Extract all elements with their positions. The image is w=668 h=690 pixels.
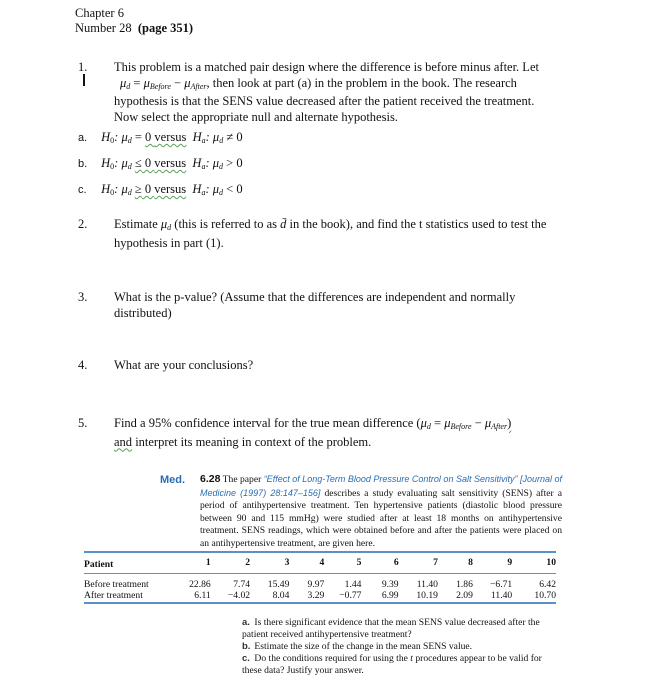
question-5-text xyxy=(114,416,574,450)
table-header-cell: 2 xyxy=(245,557,251,568)
table-cell: −4.02 xyxy=(227,590,251,601)
table-header-cell: 1 xyxy=(205,557,211,568)
option-b[interactable]: b. $H_0$: $\mu_d \le 0$ versus $H_a$: $\mu_d > 0$ xyxy=(78,156,243,171)
table-header-cell: 5 xyxy=(356,557,362,568)
option-c[interactable]: c. $H_0$: $\mu_d \ge 0$ versus $H_a$: $\mu_d < 0$ xyxy=(78,182,243,197)
question-1-line1: This problem is a matched pair design where the difference is before minus after. Let xyxy=(114,60,539,74)
table-cell: 9.97 xyxy=(307,579,325,590)
table-cell: 11.40 xyxy=(490,590,513,601)
question-5-number: 5. xyxy=(78,416,88,430)
problem-number: Number 28 xyxy=(75,21,132,35)
table-header-cell: 3 xyxy=(284,557,290,568)
table-header-row xyxy=(84,552,556,573)
textbook-problem: 6.28 The paper “Effect of Long-Term Blood Pressure Control on Salt Sensitivity” [Journal of Medicine (1997) 28:147–156] describes a study evaluating salt sensitivity (SENS) after a period of antihypertensive treatment. Ten hypertensive patients (diastolic blood pressure between 90 and 115 mmHg) were studied after at least 18 months on antihypertensive treatment. SENS readings, which were obtained before and after the patients were placed on an antihypertensive treatment, are given here. xyxy=(200,473,562,549)
table-header-cell: 7 xyxy=(433,557,438,568)
question-1-definition: $\mu_d = \mu_{Before} - \mu_{After}$, then look at part (a) in the problem in the book. The research xyxy=(120,75,517,91)
table-cell: 1.44 xyxy=(344,579,362,590)
citation: “Effect of Long-Term Blood Pressure Control on Salt Sensitivity” [Journal of Medicine (1997) 28:147–156] xyxy=(200,474,562,498)
textbook-part-c: c. Do the conditions required for using the t procedures appear to be valid for these data? Justify your answer. xyxy=(242,653,542,676)
table-cell: After treatment xyxy=(84,590,143,601)
table-cell: 10.70 xyxy=(534,590,556,601)
table-cell: 10.19 xyxy=(416,590,438,601)
table-cell: 9.39 xyxy=(381,579,399,590)
question-2-number: 2. xyxy=(78,217,88,231)
textbook-part-a: a. Is there significant evidence that the mean SENS value decreased after the patient received antihypertensive treatment? xyxy=(242,617,540,640)
sens-data-table xyxy=(84,552,556,601)
table-cell: 11.40 xyxy=(416,579,438,590)
question-1-line3: hypothesis is that the SENS value decreased after the patient received the treatment. Now select the appropriate null and alternate hypothesis. xyxy=(114,94,535,124)
question-3-number: 3. xyxy=(78,290,88,304)
table-cell: 8.04 xyxy=(272,590,290,601)
text-cursor xyxy=(83,74,85,86)
textbook-problem-number: 6.28 xyxy=(200,473,221,485)
chapter-heading: Chapter 6 xyxy=(75,6,124,20)
question-3-text: What is the p-value? (Assume that the differences are independent and normally distributed) xyxy=(114,290,516,320)
table-cell: 1.86 xyxy=(456,579,473,590)
question-5-line2: and interpret its meaning in context of the problem. xyxy=(114,434,372,449)
table-header-cell: 9 xyxy=(507,557,513,568)
table-cell: 6.42 xyxy=(539,579,556,590)
table-cell: −0.77 xyxy=(339,590,362,601)
table-row-before xyxy=(84,579,556,590)
table-row-after xyxy=(84,590,556,601)
question-1-text xyxy=(114,60,554,125)
problem-heading xyxy=(75,21,193,36)
table-header-cell: 8 xyxy=(468,557,473,568)
option-a[interactable]: a. $H_0$: $\mu_d = 0$ versus $H_a$: $\mu_d \ne 0$ xyxy=(78,130,243,145)
table-cell: Before treatment xyxy=(84,579,149,590)
subject-tag: Med. xyxy=(160,474,186,486)
question-5-line1: Find a 95% confidence interval for the true mean difference $(\mu_d = \mu_{Before} - \mu_{After})$ xyxy=(114,416,512,431)
question-4-number: 4. xyxy=(78,358,88,372)
table-cell: −6.71 xyxy=(490,579,513,590)
textbook-parts xyxy=(242,617,562,677)
table-header-cell: 4 xyxy=(319,557,325,568)
table-cell: 22.86 xyxy=(189,579,211,590)
table-cell: 15.49 xyxy=(267,579,290,590)
table-cell: 7.74 xyxy=(233,579,251,590)
table-header-cell: 6 xyxy=(393,557,399,568)
table-cell: 6.11 xyxy=(194,590,211,601)
table-cell: 2.09 xyxy=(456,590,473,601)
table-cell: 6.99 xyxy=(381,590,399,601)
question-2-text: Estimate $\mu_d$ (this is referred to as d̄ in the book), and find the t statistics used to test the hypothesis in part (1). xyxy=(114,217,547,250)
table-cell: 3.29 xyxy=(307,590,325,601)
table-bottom-rule xyxy=(84,602,556,604)
page-reference: (page 351) xyxy=(137,21,194,35)
textbook-part-b: b. Estimate the size of the change in the mean SENS value. xyxy=(242,641,473,652)
table-header-cell: Patient xyxy=(84,558,114,570)
question-4-text: What are your conclusions? xyxy=(114,358,254,372)
table-header-cell: 10 xyxy=(546,557,556,568)
question-1-number: 1. xyxy=(78,60,88,74)
